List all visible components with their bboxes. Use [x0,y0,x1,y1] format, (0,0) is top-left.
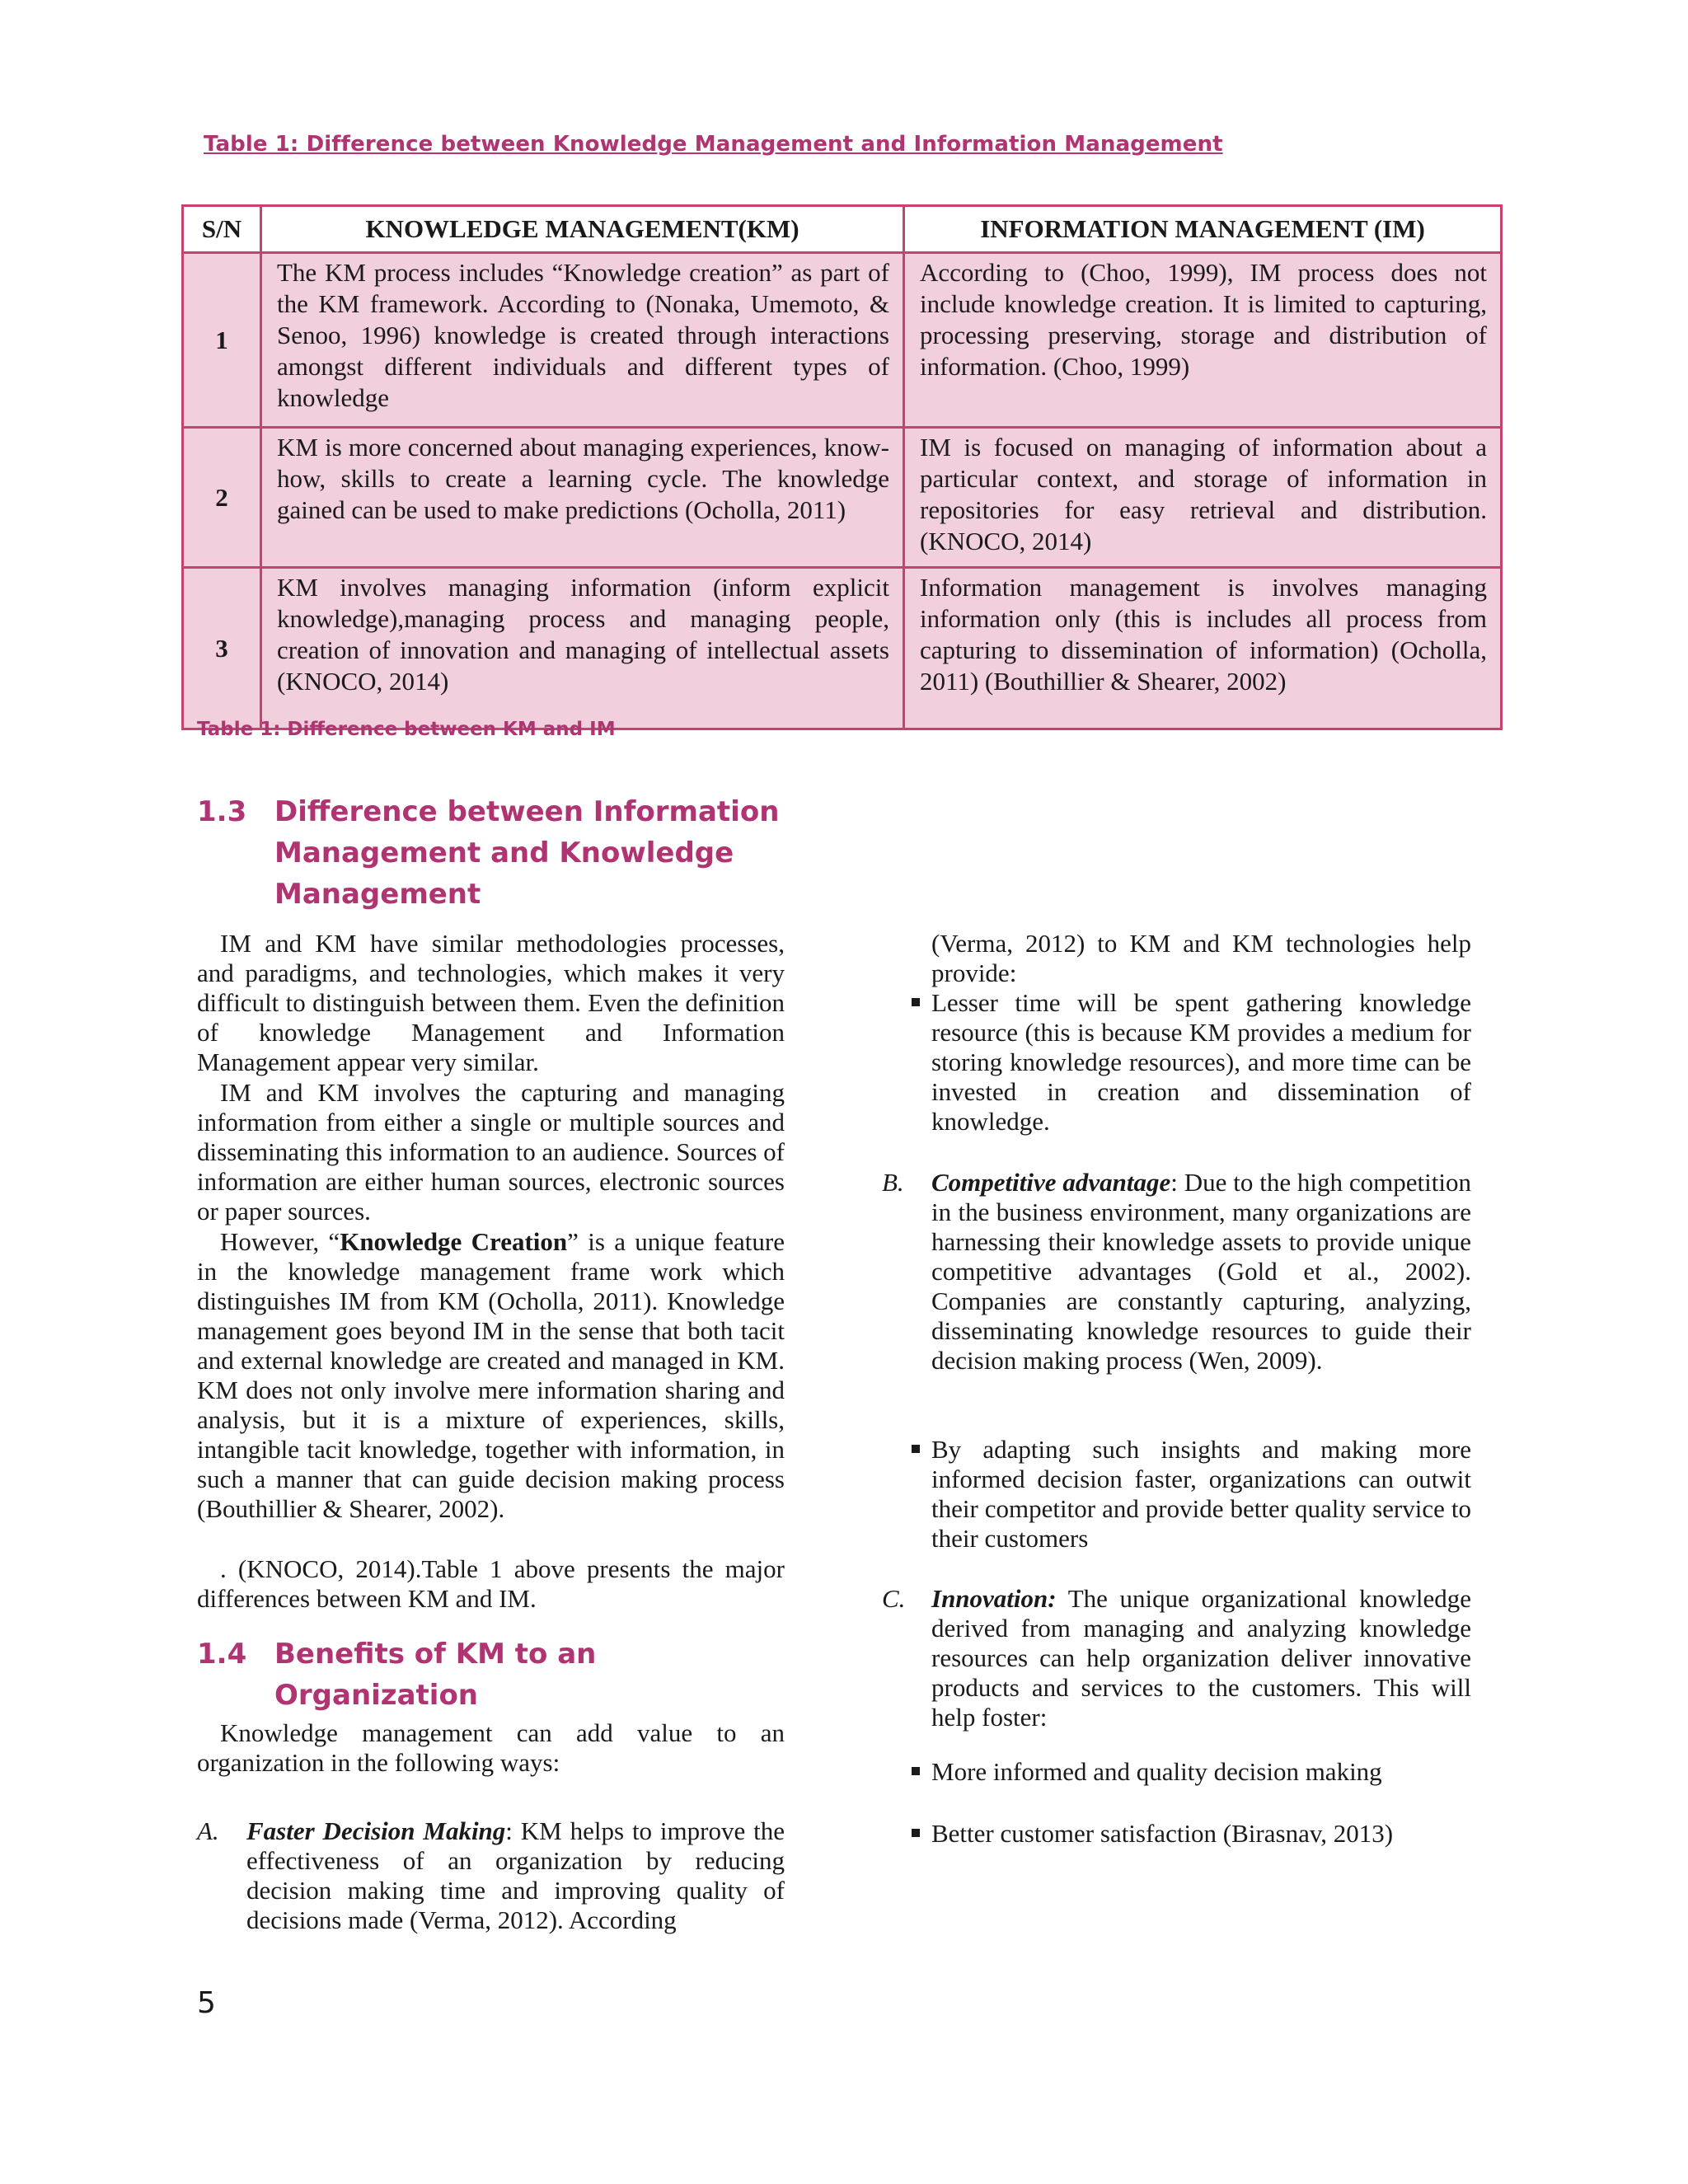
row-km-cell: The KM process includes “Knowledge creation” as part of the KM framework. According to (Nonaka, Umemoto, & Senoo, 1996) knowledge is created through interactions amongst different individuals and different types of knowledge [261,253,904,428]
bullet-text: Better customer satisfaction (Birasnav, 2013) [931,1819,1394,1848]
list-item-a [197,1816,785,1935]
bullet-item [931,1819,1471,1849]
section-number: 1.4 [197,1638,247,1671]
row-sn: 2 [183,428,261,568]
list-letter: B. [882,1168,904,1197]
bold-term: Knowledge Creation [340,1227,568,1256]
row-im-cell: Information management is involves managing information only (this is includes all process from capturing to dissemination of information) (Ocholla, 2011) (Bouthillier & Shearer, 2002) [904,568,1502,729]
paragraph-continuation: (Verma, 2012) to KM and KM technologies help provide: [931,929,1471,987]
bullet-text: By adapting such insights and making more informed decision faster, organizations can outwit their competitor and provide better quality service to their customers [931,1435,1471,1553]
row-km-cell: KM is more concerned about managing experiences, know-how, skills to create a learning cycle. The knowledge gained can be used to make predictions (Ocholla, 2011) [261,428,904,568]
list-letter: A. [197,1816,219,1845]
bullet-text: Lesser time will be spent gathering knowledge resource (this is because KM provides a medium for storing knowledge resources), and more time can be invested in creation and dissemination of knowledge. [931,988,1471,1136]
text-run: : Due to the high competition in the business environment, many organizations are harnessing their knowledge assets to provide unique competitive advantages (Gold et al., 2002). Companies are constantly capturing, analyzing, disseminating knowledge resources to guide their decision making process (Wen, 2009). [931,1168,1471,1375]
header-km: KNOWLEDGE MANAGEMENT(KM) [261,206,904,253]
paragraph [197,1227,785,1524]
row-im-cell: IM is focused on managing of information about a particular context, and storage of information in repositories for easy retrieval and distribution. (KNOCO, 2014) [904,428,1502,568]
table-row [183,568,1502,729]
section-title: Benefits of KM to an Organization [274,1638,597,1712]
row-sn: 3 [183,568,261,729]
bullet-item [931,1757,1471,1787]
paragraph: Knowledge management can add value to an organization in the following ways: [197,1718,785,1777]
bullet-square-icon [912,998,920,1006]
table-caption-top: Table 1: Difference between Knowledge Management and Information Management [204,132,1223,157]
bullet-square-icon [912,1767,920,1775]
section-title: Difference between Information Management and Knowledge Management [274,795,780,911]
km-im-comparison-table [181,204,1503,730]
list-item-b [882,1168,1471,1376]
list-item-c [882,1584,1471,1732]
text-run: : KM helps to improve the effectiveness of an organization by reducing decision making time and improving quality of decisions made (Verma, 2012). According [246,1816,785,1934]
table-row [183,428,1502,568]
section-number: 1.3 [197,795,247,828]
page-number: 5 [197,1986,216,2020]
text-run: However, “ [220,1227,340,1256]
bullet-square-icon [912,1829,920,1837]
list-item-title: Faster Decision Making [246,1816,506,1845]
section-heading-1-4 [197,1633,823,1712]
list-item-title: Competitive advantage [931,1168,1171,1197]
paragraph: IM and KM involves the capturing and managing information from either a single or multiple sources and disseminating this information to an audience. Sources of information are either human sources, electronic sources or paper sources. [197,1078,785,1226]
paragraph: . (KNOCO, 2014).Table 1 above presents the major differences between KM and IM. [197,1554,785,1613]
header-sn: S/N [183,206,261,253]
paragraph: IM and KM have similar methodologies processes, and paradigms, and technologies, which makes it very difficult to distinguish between them. Even the definition of knowledge Management and Information Management appear very similar. [197,929,785,1076]
section-heading-1-3 [197,791,823,923]
text-run: ” is a unique feature in the knowledge management frame work which distinguishes IM from KM (Ocholla, 2011). Knowledge management goes beyond IM in the sense that both tacit and external knowledge are created and managed in KM. KM does not only involve mere information sharing and analysis, but it is a mixture of experiences, skills, intangible tacit knowledge, together with information, in such a manner that can guide decision making process (Bouthillier & Shearer, 2002). [197,1227,785,1523]
list-letter: C. [882,1584,906,1613]
text-run: The unique organizational knowledge derived from managing and analyzing knowledge resources can help organization deliver innovative products and services to the customers. This will help foster: [931,1584,1471,1732]
header-im: INFORMATION MANAGEMENT (IM) [904,206,1502,253]
table-row [183,253,1502,428]
table-header-row [183,206,1502,253]
row-sn: 1 [183,253,261,428]
bullet-square-icon [912,1445,920,1453]
bullet-item [931,988,1471,1137]
bullet-text: More informed and quality decision making [931,1757,1382,1786]
bullet-item [931,1435,1471,1554]
table-caption-bottom: Table 1: Difference between KM and IM [197,719,616,740]
row-im-cell: According to (Choo, 1999), IM process does not include knowledge creation. It is limited to capturing, processing preserving, storage and distribution of information. (Choo, 1999) [904,253,1502,428]
row-km-cell: KM involves managing information (inform explicit knowledge),managing process and managing people, creation of innovation and managing of intellectual assets (KNOCO, 2014) [261,568,904,729]
list-item-title: Innovation: [931,1584,1057,1613]
